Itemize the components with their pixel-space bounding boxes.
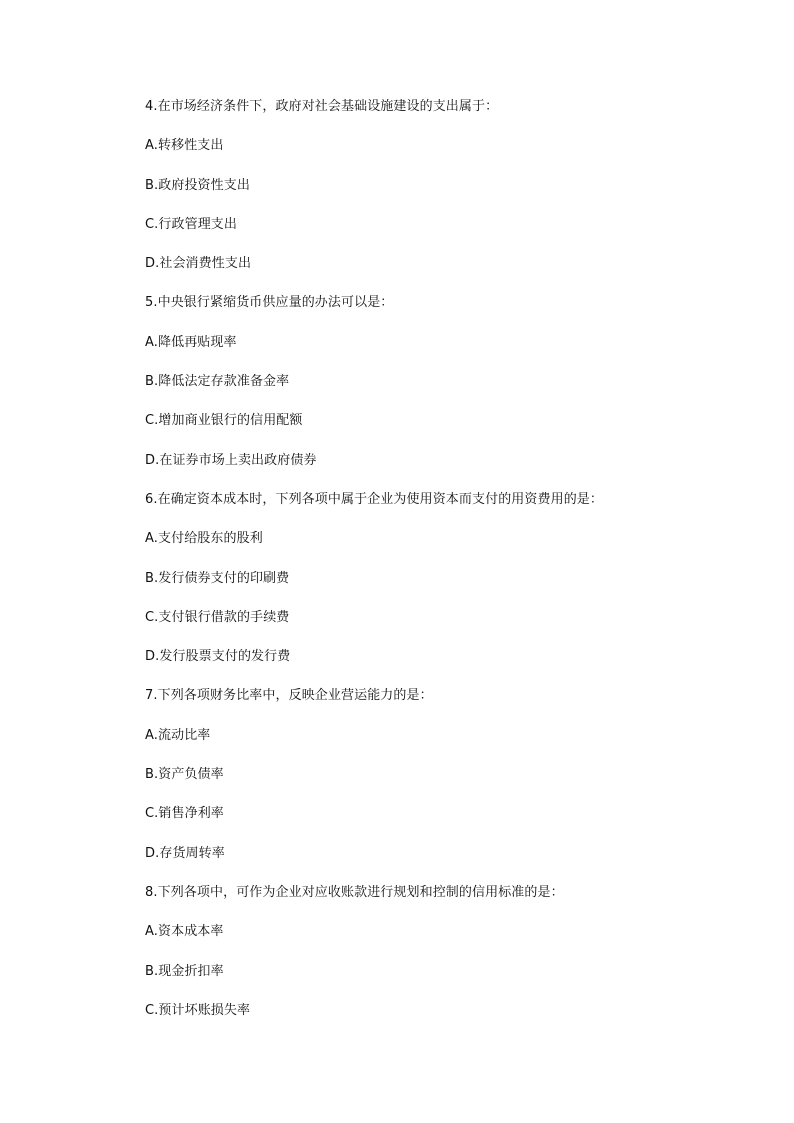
option-b: B.政府投资性支出 [145, 177, 250, 193]
option-b: B.发行债券支付的印刷费 [145, 570, 290, 586]
option-d: D.发行股票支付的发行费 [145, 649, 291, 665]
option-c: C.预计坏账损失率 [145, 1002, 251, 1018]
question-stem: 5.中央银行紧缩货币供应量的办法可以是： [145, 295, 394, 311]
option-c: C.增加商业银行的信用配额 [145, 413, 303, 429]
option-d: D.在证券市场上卖出政府债券 [145, 452, 317, 468]
option-a: A.降低再贴现率 [145, 334, 237, 350]
option-b: B.资产负债率 [145, 767, 224, 783]
option-a: A.流动比率 [145, 727, 211, 743]
option-b: B.降低法定存款准备金率 [145, 374, 290, 390]
question-list [145, 94, 745, 1037]
option-a: A.资本成本率 [145, 924, 224, 940]
option-d: D.社会消费性支出 [145, 256, 252, 272]
question-stem: 8.下列各项中，可作为企业对应收账款进行规划和控制的信用标准的是： [145, 884, 564, 900]
question-stem: 7.下列各项财务比率中，反映企业营运能力的是： [145, 688, 433, 704]
option-a: A.支付给股东的股利 [145, 531, 263, 547]
question-stem: 4.在市场经济条件下，政府对社会基础设施建设的支出属于： [145, 99, 499, 114]
option-c: C.行政管理支出 [145, 216, 238, 232]
option-c: C.销售净利率 [145, 806, 224, 822]
option-d: D.存货周转率 [145, 845, 225, 861]
question-stem: 6.在确定资本成本时，下列各项中属于企业为使用资本而支付的用资费用的是： [145, 491, 604, 507]
option-b: B.现金折扣率 [145, 963, 224, 979]
option-a: A.转移性支出 [145, 138, 224, 154]
option-c: C.支付银行借款的手续费 [145, 609, 290, 625]
